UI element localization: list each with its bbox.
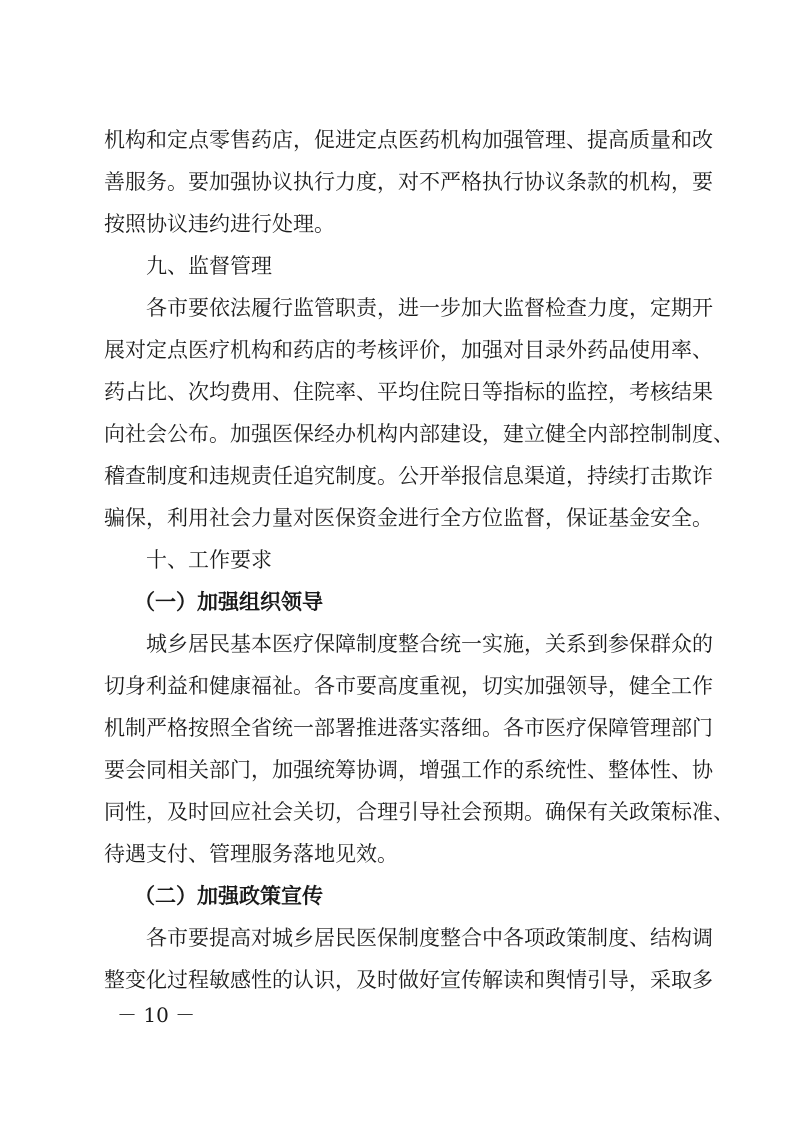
paragraph-line: 各市要提高对城乡居民医保制度整合中各项政策制度、结构调: [146, 926, 713, 950]
paragraph-line: 药占比、次均费用、住院率、平均住院日等指标的监控，考核结果: [104, 380, 713, 404]
paragraph-line: 向社会公布。加强医保经办机构内部建设，建立健全内部控制制度、: [104, 422, 734, 446]
paragraph-line: 切身利益和健康福祉。各市要高度重视，切实加强领导，健全工作: [104, 674, 713, 698]
paragraph-line: 城乡居民基本医疗保障制度整合统一实施，关系到参保群众的: [146, 632, 713, 656]
paragraph-line: 按照协议违约进行处理。: [104, 212, 335, 236]
paragraph-line: 同性，及时回应社会关切，合理引导社会预期。确保有关政策标准、: [104, 800, 734, 824]
paragraph-line: 展对定点医疗机构和药店的考核评价，加强对目录外药品使用率、: [104, 338, 713, 362]
paragraph-line: 机制严格按照全省统一部署推进落实落细。各市医疗保障管理部门: [104, 716, 713, 740]
paragraph-line: 整变化过程敏感性的认识，及时做好宣传解读和舆情引导，采取多: [104, 968, 713, 992]
paragraph-line: 待遇支付、管理服务落地见效。: [104, 842, 398, 866]
section-heading: 十、工作要求: [146, 548, 272, 572]
section-heading: 九、监督管理: [146, 254, 272, 278]
subsection-heading: （一）加强组织领导: [134, 589, 323, 614]
paragraph-line: 善服务。要加强协议执行力度，对不严格执行协议条款的机构，要: [104, 170, 713, 194]
paragraph-line: 稽查制度和违规责任追究制度。公开举报信息渠道，持续打击欺诈: [104, 464, 713, 488]
subsection-heading: （二）加强政策宣传: [134, 883, 323, 908]
paragraph-line: 要会同相关部门，加强统筹协调，增强工作的系统性、整体性、协: [104, 758, 713, 782]
paragraph-line: 机构和定点零售药店，促进定点医药机构加强管理、提高质量和改: [104, 128, 713, 152]
paragraph-line: 各市要依法履行监管职责，进一步加大监督检查力度，定期开: [146, 296, 713, 320]
page-number: － 10 －: [117, 1003, 196, 1027]
paragraph-line: 骗保，利用社会力量对医保资金进行全方位监督，保证基金安全。: [104, 506, 713, 530]
